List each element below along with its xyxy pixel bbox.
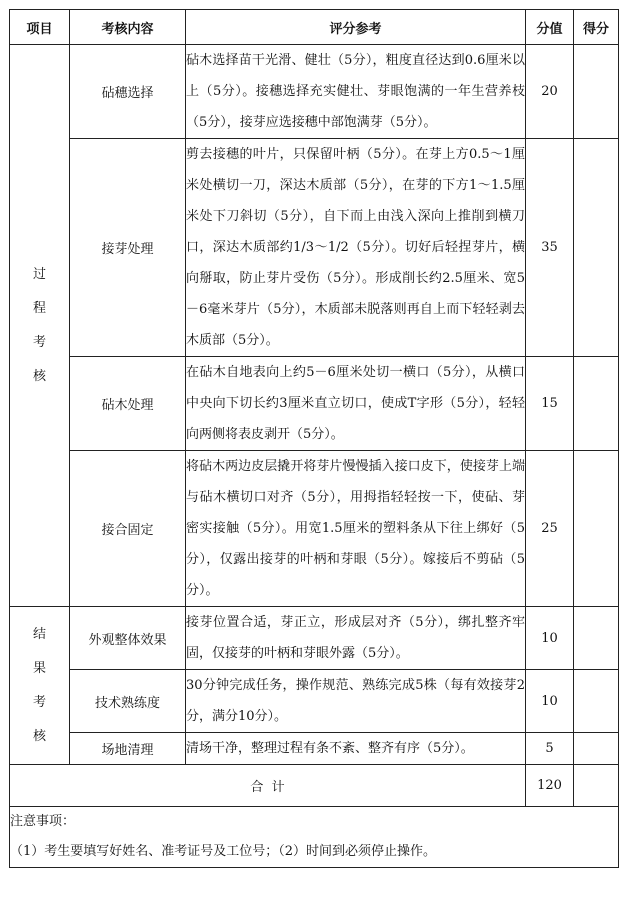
score-cell: 35	[526, 139, 574, 357]
content-cell: 接芽处理	[70, 139, 186, 357]
content-cell: 砧木处理	[70, 357, 186, 451]
category-char: 核	[32, 728, 46, 744]
score-cell: 10	[526, 607, 574, 670]
score-cell: 20	[526, 45, 574, 139]
table-row	[10, 45, 619, 139]
score-cell: 5	[526, 733, 574, 765]
obtained-cell[interactable]	[574, 607, 619, 670]
category-char: 程	[32, 300, 46, 316]
table-row	[10, 357, 619, 451]
category-char: 过	[32, 266, 46, 282]
header-score: 分值	[526, 10, 574, 45]
total-row	[10, 765, 619, 807]
criteria-cell: 30分钟完成任务，操作规范、熟练完成5株（每有效接芽2分，满分10分）。	[186, 670, 526, 733]
criteria-cell: 接芽位置合适，芽正立，形成层对齐（5分），绑扎整齐牢固，仅接芽的叶柄和芽眼外露（5分）。	[186, 607, 526, 670]
content-cell: 外观整体效果	[70, 607, 186, 670]
content-cell: 接合固定	[70, 451, 186, 607]
total-label: 合 计	[10, 765, 526, 807]
table-row	[10, 670, 619, 733]
obtained-cell[interactable]	[574, 139, 619, 357]
category-result	[10, 607, 70, 765]
score-cell: 15	[526, 357, 574, 451]
content-cell: 技术熟练度	[70, 670, 186, 733]
header-row	[10, 10, 619, 45]
category-process	[10, 45, 70, 607]
table-row	[10, 451, 619, 607]
notes-title: 注意事项：	[10, 814, 76, 829]
category-char: 果	[32, 660, 46, 676]
obtained-cell[interactable]	[574, 357, 619, 451]
criteria-cell: 剪去接穗的叶片，只保留叶柄（5分）。在芽上方0.5～1厘米处横切一刀，深达木质部（5分），在芽的下方1～1.5厘米处下刀斜切（5分），自下而上由浅入深向上推削到横刀口，深达木质部约1/3～1/2（5分）。切好后轻捏芽片，横向掰取，防止芽片受伤（5分）。形成削长约2.5厘米、宽5－6毫米芽片（5分），木质部未脱落则再自上而下轻轻剥去木质部（5分）。	[186, 139, 526, 357]
table-row	[10, 139, 619, 357]
category-char: 核	[32, 368, 46, 384]
notes-row	[10, 807, 619, 868]
criteria-cell: 清场干净，整理过程有条不紊、整齐有序（5分）。	[186, 733, 526, 765]
score-cell: 25	[526, 451, 574, 607]
obtained-cell[interactable]	[574, 670, 619, 733]
criteria-cell: 将砧木两边皮层撬开将芽片慢慢插入接口皮下，使接芽上端与砧木横切口对齐（5分），用拇指轻轻按一下，使砧、芽密实接触（5分）。用宽1.5厘米的塑料条从下往上绑好（5分），仅露出接芽的叶柄和芽眼（5分）。嫁接后不剪砧（5分）。	[186, 451, 526, 607]
table-row	[10, 733, 619, 765]
criteria-cell: 砧木选择苗干光滑、健壮（5分），粗度直径达到0.6厘米以上（5分）。接穗选择充实健壮、芽眼饱满的一年生营养枝（5分），接芽应选接穗中部饱满芽（5分）。	[186, 45, 526, 139]
scoring-table	[9, 9, 619, 868]
total-obtained-cell[interactable]	[574, 765, 619, 807]
header-content: 考核内容	[70, 10, 186, 45]
category-char: 考	[32, 334, 46, 350]
header-criteria: 评分参考	[186, 10, 526, 45]
notes-cell	[10, 807, 619, 868]
header-obtained: 得分	[574, 10, 619, 45]
category-char: 结	[32, 626, 46, 642]
obtained-cell[interactable]	[574, 733, 619, 765]
table-row	[10, 607, 619, 670]
obtained-cell[interactable]	[574, 451, 619, 607]
header-item: 项目	[10, 10, 70, 45]
obtained-cell[interactable]	[574, 45, 619, 139]
criteria-cell: 在砧木自地表向上约5－6厘米处切一横口（5分），从横口中央向下切长约3厘米直立切口，使成T字形（5分），轻轻向两侧将表皮剥开（5分）。	[186, 357, 526, 451]
category-char: 考	[32, 694, 46, 710]
score-cell: 10	[526, 670, 574, 733]
content-cell: 砧穗选择	[70, 45, 186, 139]
notes-text: （1）考生要填写好姓名、准考证号及工位号；（2）时间到必须停止操作。	[10, 844, 437, 859]
total-score: 120	[526, 765, 574, 807]
content-cell: 场地清理	[70, 733, 186, 765]
